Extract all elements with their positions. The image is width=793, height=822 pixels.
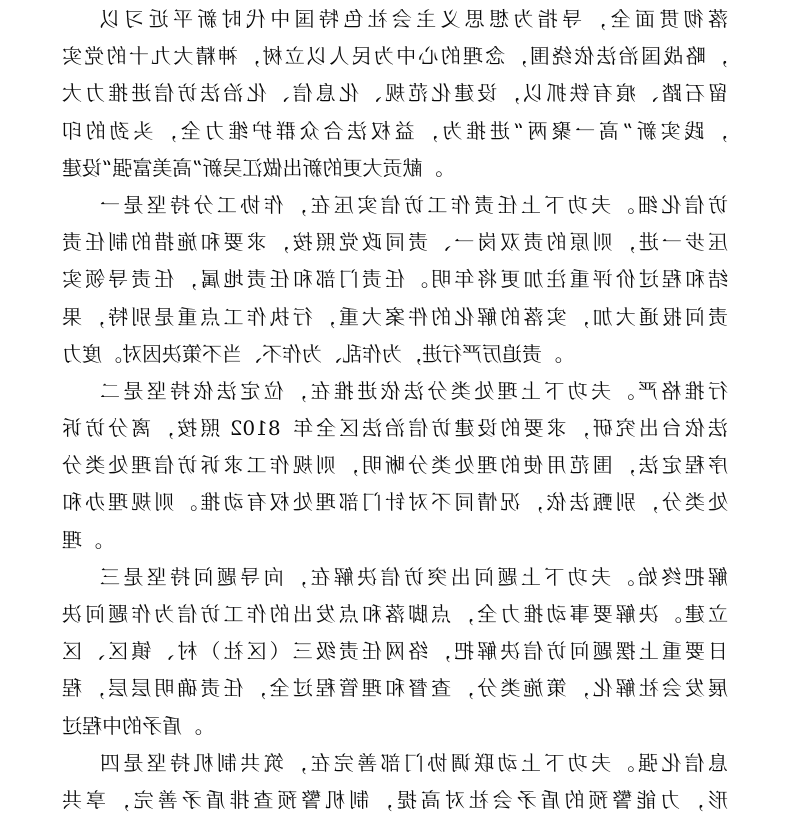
paragraph-point-2 — [0, 373, 793, 559]
text-line: 和办理规则。推动有权处理部门针对不同情况，依法甄别，分类处 — [62, 490, 728, 515]
text-line: 印的劲头，全力维护群众合法权益，为推进“两聚一高”新实践， — [62, 118, 728, 143]
text-line: 诉访分离，按照 2018 年全区法治信访建设的要求，研究出台依法 — [62, 416, 728, 441]
text-line: 责任制的措施和要求，按照党政同责、一岗双责的原则，进一步压 — [62, 230, 728, 255]
text-line: 实领导责任，属地责任和部门责任。明年将更加注重评价过程和结 — [62, 267, 728, 292]
text-line: 分类处理信访诉求工作规则，明晰分类处理的使用范围，法定程序 — [62, 453, 728, 478]
text-line: 区、区镇、村（社区）三级责任网络，把解决信访问题摆上重要日 — [62, 639, 728, 664]
text-line: 果，特别是重点工作执行，重大案件的化解的落实，加大通报问责 — [62, 304, 728, 329]
text-line: 共享，完善矛盾排查预警机制，提高对社会矛盾的预警能力，形 — [62, 787, 728, 812]
paragraph-point-3 — [0, 559, 793, 745]
text-line: 一是坚持分工协作，在压实信访工作责任上下功夫。细化信访 — [100, 192, 728, 217]
text-line: 四是坚持机制共筑，在完善部门协调联动上下功夫。强化信息 — [100, 750, 728, 775]
text-line: 三是坚持问题导向，在解决信访突出问题上下功夫。始终把解 — [100, 564, 728, 589]
paragraph-intro — [0, 1, 793, 187]
paragraph-point-4 — [0, 745, 793, 819]
text-line: 以习近平新时代中国特色社会主义思想为指导，全面贯彻落 — [100, 7, 728, 31]
text-line: 实党的十九大精神，树立以人民为中心的理念，围绕依法治国战略， — [62, 44, 728, 69]
text-line: 力度。对因决策不当、不作为、乱作为，进行严厉追责。 — [62, 341, 562, 366]
paragraph-point-1 — [0, 187, 793, 373]
text-line: 理。 — [62, 527, 102, 552]
text-line: 二是坚持依法定位，在推进依法分类处理上下功夫。严格推行 — [100, 378, 728, 403]
text-line: 决问题作为信访工作的出发点和落脚点，全力推动事要解决。建立 — [62, 602, 728, 626]
text-line: 过程中的矛盾。 — [62, 713, 202, 738]
text-line: 建设“强富美高”新吴江做出新的更大贡献。 — [62, 155, 443, 180]
text-line: 程，层层明确责任，全过程管理和督查，分类施策，化解社会发展 — [62, 676, 728, 701]
text-line: 大力推进信访法治化、信息化、规范化建设，以抓铁有痕、踏石留 — [62, 81, 728, 106]
